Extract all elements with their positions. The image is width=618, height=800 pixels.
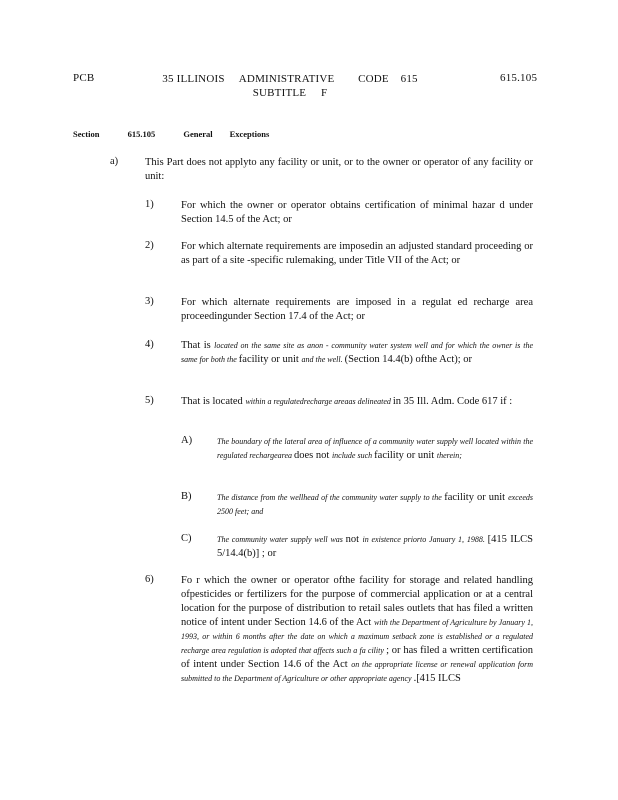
header-right: 615.105 — [500, 72, 538, 84]
item-5-label: 5) — [145, 395, 154, 406]
section-number: 615.105 — [127, 129, 156, 139]
item-4-label: 4) — [145, 339, 154, 350]
subitem-c-text: The community water supply well was not in existence priorto January 1, 1988. [415 ILCS 5/14.4(b)] ; or — [217, 534, 534, 559]
header-center — [160, 72, 420, 100]
item-4-text: That is located on the same site as anon - community water system well and for which the owner is the same for both the facility or unit and the well. (Section 14.4(b) ofthe Act); or — [181, 340, 533, 365]
subitem-b-label: B) — [181, 491, 192, 502]
subitem-c-label: C) — [181, 533, 192, 544]
header-code: 35 ILLINOIS ADMINISTRATIVE CODE 615 — [162, 73, 418, 85]
item-5-text: That is located within a regulatedrecharge areaas delineated in 35 Ill. Adm. Code 617 if : — [181, 396, 513, 407]
subitem-a-text: The boundary of the lateral area of influence of a community water supply well located within the regulated rechargearea does not include such facility or unit therein; — [217, 437, 533, 461]
item-6-text: Fo r which the owner or operator ofthe facility for storage and related handling ofpesticides or fertilizers for the purpose of commercial application or at a central location for the purpose of distribution to retail sales outlets that has filed a written notice of intent under Section 14.6 of the Act with the Department of Agriculture by January 1, 1993, or within 6 months after the date on which a maximum setback zone is established or a regulated recharge area regulation is adopted that affects such a fa cility ; or has filed a written certification of intent under Section 14.6 of the Act on the appropriate license or renewal application form submitted to the Department of Agriculture or other appropriate agency .[415 ILCS — [181, 575, 534, 684]
section-heading — [73, 129, 269, 139]
section-label: Section — [73, 129, 100, 139]
item-3-label: 3) — [145, 296, 154, 307]
para-a-label: a) — [110, 156, 119, 167]
section-title: General Exceptions — [183, 129, 270, 139]
item-6-label: 6) — [145, 574, 154, 585]
item-2-label: 2) — [145, 240, 154, 251]
subitem-a-label: A) — [181, 435, 193, 446]
header-subtitle: SUBTITLE F — [252, 87, 328, 99]
item-1-label: 1) — [145, 199, 154, 210]
para-a-text: This Part does not applyto any facility or unit, or to the owner or operator of any facility or unit: — [145, 157, 533, 182]
item-1-text: For which the owner or operator obtains certification of minimal hazar d under Section 14.5 of the Act; or — [181, 200, 533, 225]
item-3-text: For which alternate requirements are imposed in a regulat ed recharge area proceedingunder Section 17.4 of the Act; or — [181, 297, 533, 322]
subitem-b-text: The distance from the wellhead of the community water supply to the facility or unit exceeds 2500 feet; and — [217, 492, 533, 516]
header-left: PCB — [73, 72, 95, 84]
item-2-text: For which alternate requirements are imposedin an adjusted standard proceeding or as part of a site -specific rulemaking, under Title VII of the Act; or — [181, 241, 533, 266]
